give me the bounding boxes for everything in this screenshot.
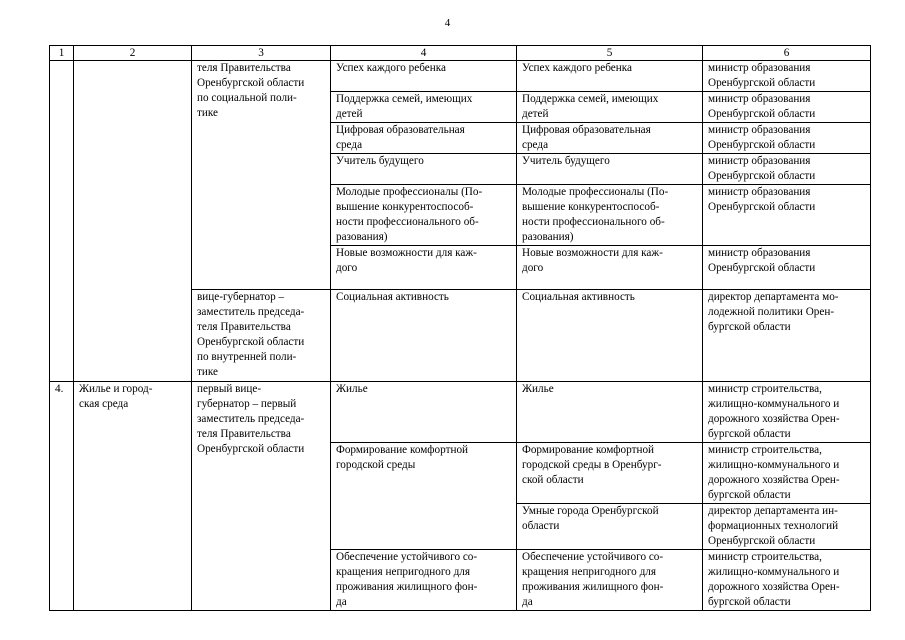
regional-project-cell: Успех каждого ребенка (517, 61, 703, 92)
regional-project-cell: Новые возможности для каж- дого (517, 246, 703, 290)
regional-project-cell: Учитель будущего (517, 154, 703, 185)
regional-project-cell: Обеспечение устойчивого со- кращения непригодного для проживания жилищного фон- да (517, 550, 703, 611)
regional-project-cell: Цифровая образовательная среда (517, 123, 703, 154)
table-row (50, 382, 871, 443)
regional-project-cell: Умные города Оренбургской области (517, 504, 703, 550)
regional-project-cell: Социальная активность (517, 290, 703, 382)
curator-cell: директор департамента мо- лодежной политики Орен- бургской области (703, 290, 871, 382)
row-number-cell: 4. (50, 382, 74, 611)
curator-cell: министр строительства, жилищно-коммунального и дорожного хозяйства Орен- бургской области (703, 382, 871, 443)
curator-cell: министр образования Оренбургской области (703, 246, 871, 290)
header-cell-6: 6 (703, 46, 871, 61)
curator-cell: директор департамента ин- формационных технологий Оренбургской области (703, 504, 871, 550)
page-number: 4 (444, 17, 451, 29)
header-cell-3: 3 (192, 46, 331, 61)
curator-cell: министр строительства, жилищно-коммунального и дорожного хозяйства Орен- бургской области (703, 443, 871, 504)
regional-project-cell: Формирование комфортной городской среды в Оренбург- ской области (517, 443, 703, 504)
number-cell-empty (50, 61, 74, 382)
curator-cell: министр образования Оренбургской области (703, 123, 871, 154)
document-table (49, 45, 871, 611)
header-cell-2: 2 (74, 46, 192, 61)
national-project-cell: Новые возможности для каж- дого (331, 246, 517, 290)
curator-cell: министр образования Оренбургской области (703, 92, 871, 123)
curator-cell: министр образования Оренбургской области (703, 61, 871, 92)
name-cell-empty (74, 61, 192, 382)
national-project-cell: Молодые профессионалы (По- вышение конкурентоспособ- ности профессионального об- разования) (331, 185, 517, 246)
project-name-cell: Жилье и город- ская среда (74, 382, 192, 611)
table-row (50, 61, 871, 92)
regional-project-cell: Молодые профессионалы (По- вышение конкурентоспособ- ности профессионального об- разования) (517, 185, 703, 246)
responsible-cell-internal: вице-губернатор – заместитель председа- теля Правительства Оренбургской области по внутренней поли- тике (192, 290, 331, 382)
national-project-cell: Успех каждого ребенка (331, 61, 517, 92)
header-cell-4: 4 (331, 46, 517, 61)
regional-project-cell: Жилье (517, 382, 703, 443)
table-header-row (50, 46, 871, 61)
header-cell-1: 1 (50, 46, 74, 61)
national-project-cell: Поддержка семей, имеющих детей (331, 92, 517, 123)
national-project-cell: Формирование комфортной городской среды (331, 443, 517, 550)
responsible-cell-social: теля Правительства Оренбургской области по социальной поли- тике (192, 61, 331, 290)
curator-cell: министр образования Оренбургской области (703, 185, 871, 246)
national-project-cell: Цифровая образовательная среда (331, 123, 517, 154)
curator-cell: министр образования Оренбургской области (703, 154, 871, 185)
national-project-cell: Социальная активность (331, 290, 517, 382)
curator-cell: министр строительства, жилищно-коммунального и дорожного хозяйства Орен- бургской области (703, 550, 871, 611)
national-project-cell: Учитель будущего (331, 154, 517, 185)
national-project-cell: Обеспечение устойчивого со- кращения непригодного для проживания жилищного фон- да (331, 550, 517, 611)
national-project-cell: Жилье (331, 382, 517, 443)
responsible-cell-first-vice: первый вице- губернатор – первый заместитель председа- теля Правительства Оренбургской области (192, 382, 331, 611)
regional-project-cell: Поддержка семей, имеющих детей (517, 92, 703, 123)
header-cell-5: 5 (517, 46, 703, 61)
